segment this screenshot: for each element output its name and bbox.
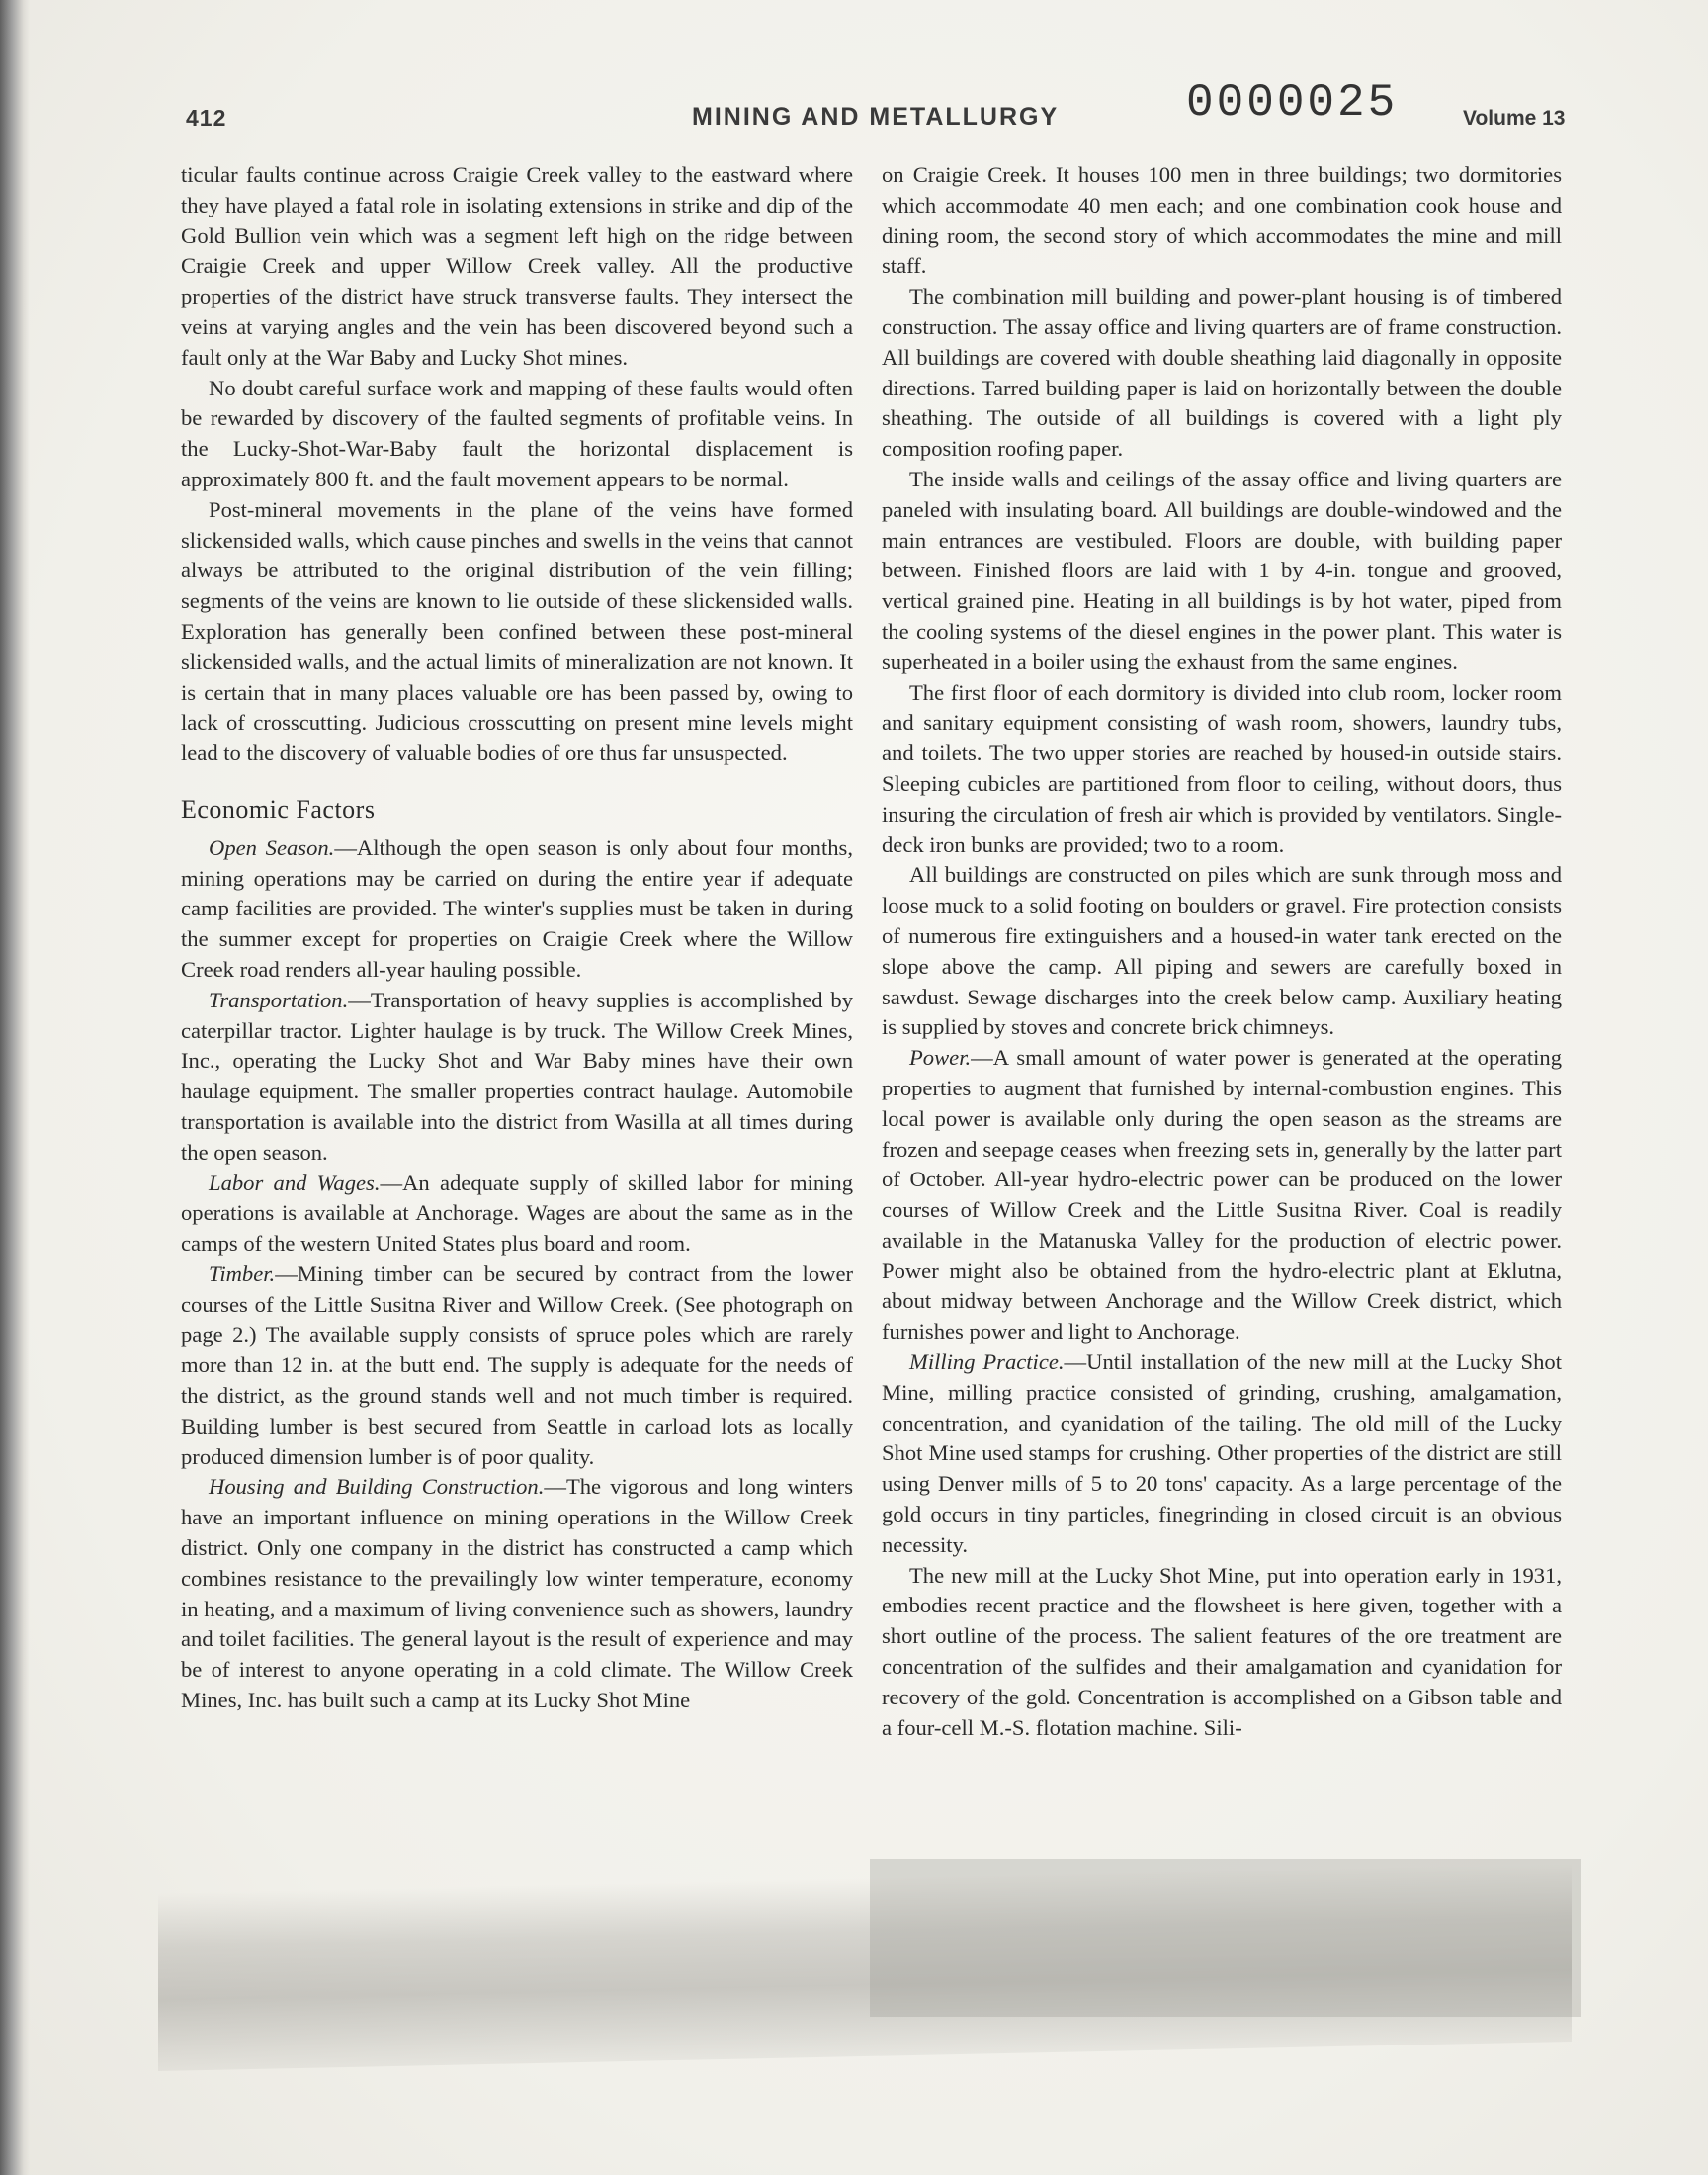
paragraph-transportation (181, 986, 853, 1169)
paragraph: All buildings are constructed on piles which are sunk through moss and loose muck to a solid footing on boulders or gravel. Fire protection consists of numerous fire extinguishers and a housed-in water tank erected on the slope above the camp. All piping and sewers are carefully boxed in sawdust. Sewage discharges into the creek below camp. Auxiliary heating is supplied by stoves and concrete brick chimneys. (882, 862, 1562, 1040)
section-heading: Economic Factors (181, 794, 376, 824)
left-column (181, 160, 853, 1716)
paragraph: The combination mill building and power-plant housing is of timbered construction. The assay office and living quarters are of frame construction. All buildings are covered with double sheathing laid diagonally in opposite directions. Tarred building paper is laid on horizontally between the double sheathing. The outside of all buildings is covered with a light ply composition roofing paper. (882, 284, 1562, 462)
page-number: 412 (186, 105, 227, 130)
paragraph-timber (181, 1260, 853, 1473)
run-in-heading: Labor and Wages. (209, 1170, 381, 1195)
run-in-heading: Timber. (209, 1261, 276, 1286)
paragraph-milling (882, 1348, 1562, 1561)
paragraph-text: —Although the open season is only about four months, mining operations may be carried on during the entire year if adequate camp facilities are provided. The winter's supplies must be taken in during the summer except for properties on Craigie Creek where the Willow Creek road renders all-year hauling possible. (181, 834, 853, 982)
paragraph-text: —An adequate supply of skilled labor for mining operations is available at Anchorage. Wages are about the same as in the camps of the western United States plus board and room. (181, 1170, 854, 1257)
page-header (178, 77, 1572, 138)
paragraph-open-season (181, 833, 853, 986)
paragraph: Post-mineral movements in the plane of the veins have formed slickensided walls, which cause pinches and swells in the veins that cannot always be attributed to the original distribution of the vein filling; segments of the veins are known to lie outside of these slickensided walls. Exploration has generally been confined between these post-mineral slickensided walls, and the actual limits of mineralization are not known. It is certain that in many places valuable ore has been passed by, owing to lack of crosscutting. Judicious crosscutting on present mine levels might lead to the discovery of valuable bodies of ore thus far unsuspected. (181, 496, 853, 766)
run-in-heading: Housing and Building Construction. (209, 1474, 545, 1500)
paragraph-labor (181, 1169, 853, 1260)
paragraph-housing (181, 1472, 853, 1715)
paragraph-text: —Mining timber can be secured by contract from the lower courses of the Little Susitna River and Willow Creek. (See photograph on page 2.) The available supply consists of spruce poles which are rarely more than 12 in. at the butt end. The supply is adequate for the needs of the district, as the ground stands well and not much timber is required. Building lumber is best secured from Seattle in carload lots as locally produced dimension lumber is of poor quality. (181, 1261, 853, 1469)
running-title: MINING AND METALLURGY (692, 103, 1060, 130)
paragraph-text: —Transportation of heavy supplies is accomplished by caterpillar tractor. Lighter haulage is by truck. The Willow Creek Mines, Inc., operating the Lucky Shot and War Baby mines have their own haulage equipment. The smaller properties contract haulage. Automobile transportation is available into the district from Wasilla at all times during the open season. (181, 987, 853, 1165)
run-in-heading: Open Season. (209, 834, 335, 860)
run-in-heading: Milling Practice. (909, 1349, 1065, 1375)
paragraph: The new mill at the Lucky Shot Mine, put into operation early in 1931, embodies recent practice and the flowsheet is here given, together with a short outline of the process. The salient features of the ore treatment are concentration of the sulfides and their amalgamation and cyanidation for recovery of the gold. Concentration is accomplished on a Gibson table and a four-cell M.-S. flotation machine. Sili- (882, 1562, 1562, 1740)
paragraph: ticular faults continue across Craigie Creek valley to the eastward where they have played a fatal role in isolating extensions in strike and dip of the Gold Bullion vein which was a segment left high on the ridge between Craigie Creek and upper Willow Creek valley. All the productive properties of the district have struck transverse faults. They intersect the veins at varying angles and the vein has been discovered beyond such a fault only at the War Baby and Lucky Shot mines. (181, 162, 853, 370)
paragraph: No doubt careful surface work and mapping of these faults would often be rewarded by discovery of the faulted segments of profitable veins. In the Lucky-Shot-War-Baby fault the horizontal displacement is approximately 800 ft. and the fault movement appears to be normal. (181, 375, 853, 491)
paragraph-power (882, 1043, 1562, 1348)
paragraph-text: —The vigorous and long winters have an important influence on mining operations in the Willow Creek district. Only one company in the district has constructed a camp which combines resistance to the prevailingly low winter temperature, economy in heating, and a maximum of living convenience such as showers, laundry and toilet facilities. The general layout is the result of experience and may be of interest to anyone operating in a cold climate. The Willow Creek Mines, Inc. has built such a camp at its Lucky Shot Mine (181, 1474, 853, 1713)
paragraph: The inside walls and ceilings of the assay office and living quarters are paneled with insulating board. All buildings are double-windowed and the main entrances are vestibuled. Floors are double, with building paper between. Finished floors are laid with 1 by 4-in. tongue and grooved, vertical grained pine. Heating in all buildings is by hot water, piped from the cooling systems of the diesel engines in the power plant. This water is superheated in a boiler using the exhaust from the same engines. (882, 466, 1562, 674)
paragraph-text: —Until installation of the new mill at the Lucky Shot Mine, milling practice consisted of grinding, crushing, amalgamation, concentration, and cyanidation of the tailing. The old mill of the Lucky Shot Mine used stamps for crushing. Other properties of the district are still using Denver mills of 5 to 20 tons' capacity. As a large percentage of the gold occurs in tiny particles, finegrinding in closed circuit is an obvious necessity. (882, 1349, 1562, 1557)
scan-edge-shadow (0, 0, 30, 2175)
volume-label: Volume 13 (1463, 107, 1566, 130)
paragraph-text: —A small amount of water power is generated at the operating properties to augment that furnished by internal-combustion engines. This local power is available only during the open season as the streams are frozen and seepage ceases when freezing sets in, generally by the latter part of October. All-year hydro-electric power can be produced on the lower courses of Willow Creek and the Little Susitna River. Coal is readily available in the Matanuska Valley for the production of electric power. Power might also be obtained from the hydro-electric plant at Eklutna, about midway between Anchorage and the Willow Creek district, which furnishes power and light to Anchorage. (882, 1045, 1562, 1345)
paragraph: on Craigie Creek. It houses 100 men in three buildings; two dormitories which accommodate 40 men each; and one combination cook house and dining room, the second story of which accommodates the mine and mill staff. (882, 162, 1562, 279)
paragraph: The first floor of each dormitory is divided into club room, locker room and sanitary equipment consisting of wash room, showers, laundry tubs, and toilets. The two upper stories are reached by housed-in outside stairs. Sleeping cubicles are partitioned from floor to ceiling, without doors, thus insuring the circulation of fresh air which is provided by ventilators. Single-deck iron bunks are provided; two to a room. (882, 679, 1562, 857)
run-in-heading: Power. (909, 1045, 972, 1071)
right-column (882, 160, 1562, 1743)
document-stamp-number: 0000025 (1186, 77, 1399, 129)
run-in-heading: Transportation. (209, 987, 349, 1012)
